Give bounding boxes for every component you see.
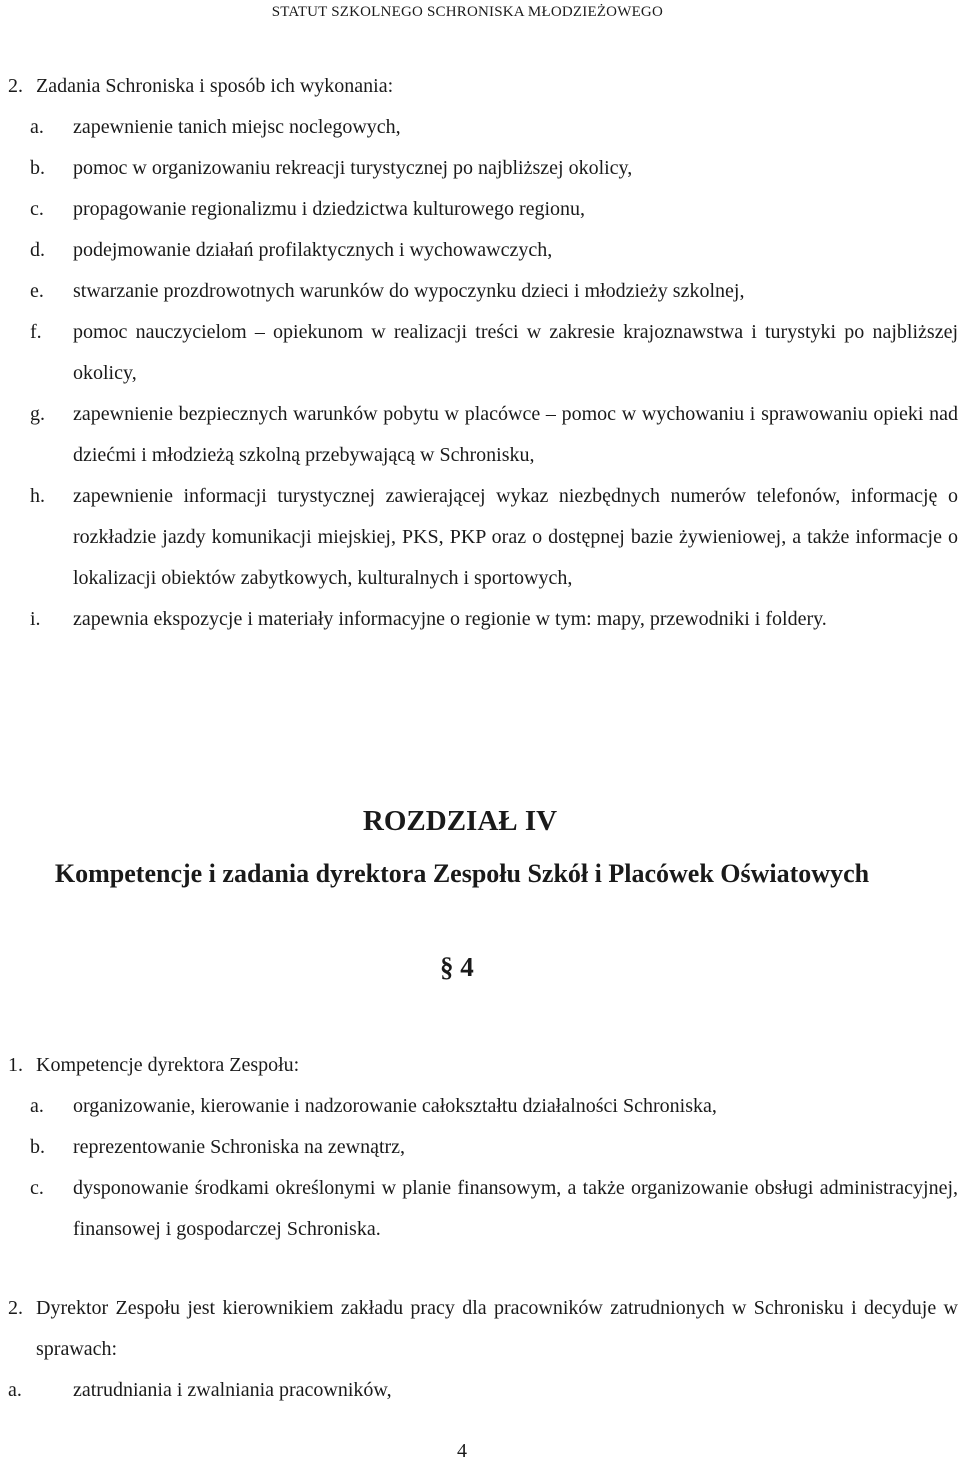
running-header: STATUT SZKOLNEGO SCHRONISKA MŁODZIEŻOWEGO bbox=[271, 4, 663, 20]
list-item bbox=[30, 476, 958, 599]
item-text: reprezentowanie Schroniska na zewnątrz, bbox=[73, 1136, 406, 1158]
item-letter: b. bbox=[30, 1136, 45, 1158]
list-item bbox=[30, 148, 958, 189]
item-text: zatrudniania i zwalniania pracowników, bbox=[73, 1379, 392, 1401]
item-letter: g. bbox=[30, 403, 45, 425]
list-item bbox=[30, 1086, 958, 1127]
item-text: zapewnienie bezpiecznych warunków pobytu w placówce – pomoc w wychowaniu i sprawowaniu opieki nad dziećmi i młodzieżą szkolną przebywającą w Schronisku, bbox=[73, 403, 958, 466]
paragraph-2-heading bbox=[8, 1288, 958, 1370]
item-letter: c. bbox=[30, 1177, 44, 1199]
chapter-title: ROZDZIAŁ IV bbox=[362, 805, 558, 837]
item-letter: a. bbox=[30, 1095, 44, 1117]
item-letter: b. bbox=[30, 157, 45, 179]
paragraph-2-list bbox=[8, 1370, 958, 1411]
paragraph-2-director bbox=[8, 1288, 958, 1411]
item-text: pomoc w organizowaniu rekreacji turystycznej po najbliższej okolicy, bbox=[73, 157, 633, 179]
section-2-tasks bbox=[8, 66, 958, 640]
list-item bbox=[30, 599, 958, 640]
list-item bbox=[30, 394, 958, 476]
item-letter: c. bbox=[30, 198, 44, 220]
item-text: organizowanie, kierowanie i nadzorowanie całokształtu działalności Schroniska, bbox=[73, 1095, 717, 1117]
item-text: pomoc nauczycielom – opiekunom w realizacji treści w zakresie krajoznawstwa i turystyki po najbliższej okolicy, bbox=[73, 321, 958, 384]
paragraph-1-competences bbox=[8, 1045, 958, 1250]
item-text: podejmowanie działań profilaktycznych i wychowawczych, bbox=[73, 239, 553, 261]
list-item bbox=[30, 271, 958, 312]
list-item bbox=[30, 312, 958, 394]
paragraph-2-text: Dyrektor Zespołu jest kierownikiem zakładu pracy dla pracowników zatrudnionych w Schronisku i decyduje w sprawach: bbox=[36, 1297, 958, 1360]
item-letter: h. bbox=[30, 485, 45, 507]
section-2-heading bbox=[8, 66, 958, 107]
item-text: zapewnienie informacji turystycznej zawierającej wykaz niezbędnych numerów telefonów, informację o rozkładzie jazdy komunikacji miejskiej, PKS, PKP oraz o dostępnej bazie żywieniowej, a także informacje o lokalizacji obiektów zabytkowych, kulturalnych i sportowych, bbox=[73, 485, 958, 589]
item-letter: i. bbox=[30, 608, 41, 630]
list-item bbox=[30, 230, 958, 271]
item-text: zapewnia ekspozycje i materiały informacyjne o regionie w tym: mapy, przewodniki i foldery. bbox=[73, 608, 827, 630]
paragraph-1-list bbox=[8, 1086, 958, 1250]
section-2-list bbox=[8, 107, 958, 640]
item-letter: a. bbox=[8, 1379, 22, 1401]
paragraph-1-number: 1. bbox=[8, 1054, 23, 1076]
item-text: dysponowanie środkami określonymi w planie finansowym, a także organizowanie obsługi administracyjnej, finansowej i gospodarczej Schroniska. bbox=[73, 1177, 958, 1240]
paragraph-1-heading bbox=[8, 1045, 958, 1086]
item-letter: d. bbox=[30, 239, 45, 261]
chapter-subtitle: Kompetencje i zadania dyrektora Zespołu Szkół i Placówek Oświatowych bbox=[54, 859, 870, 888]
item-text: stwarzanie prozdrowotnych warunków do wypoczynku dzieci i młodzieży szkolnej, bbox=[73, 280, 745, 302]
paragraph-1-title: Kompetencje dyrektora Zespołu: bbox=[36, 1054, 300, 1076]
item-letter: e. bbox=[30, 280, 44, 302]
item-text: zapewnienie tanich miejsc noclegowych, bbox=[73, 116, 401, 138]
page-number: 4 bbox=[457, 1440, 467, 1462]
paragraph-2-number: 2. bbox=[8, 1297, 23, 1319]
item-text: propagowanie regionalizmu i dziedzictwa kulturowego regionu, bbox=[73, 198, 586, 220]
paragraph-sign: § 4 bbox=[440, 952, 474, 982]
list-item bbox=[8, 1370, 958, 1411]
list-item bbox=[30, 189, 958, 230]
section-2-number: 2. bbox=[8, 75, 23, 97]
list-item bbox=[30, 107, 958, 148]
item-letter: f. bbox=[30, 321, 42, 343]
item-letter: a. bbox=[30, 116, 44, 138]
section-2-title: Zadania Schroniska i sposób ich wykonania: bbox=[36, 75, 394, 97]
list-item bbox=[30, 1168, 958, 1250]
list-item bbox=[30, 1127, 958, 1168]
